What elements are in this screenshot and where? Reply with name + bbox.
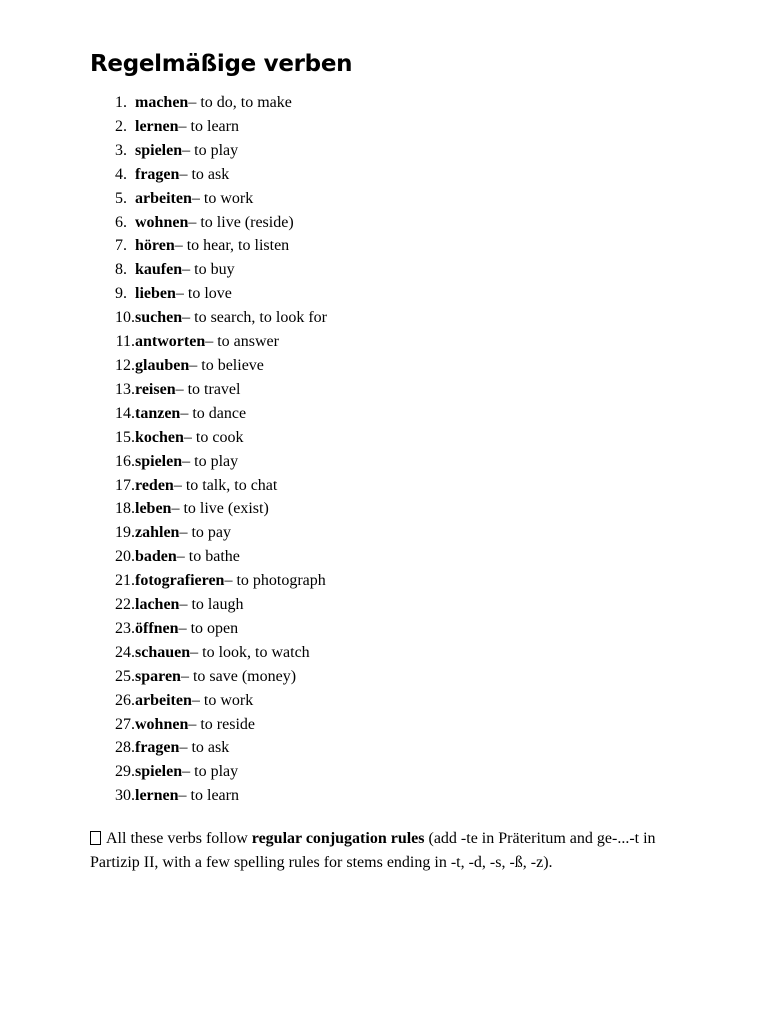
verb-number: 7. <box>115 237 127 255</box>
number-gap <box>127 211 135 235</box>
verb-word: fragen <box>135 165 180 183</box>
verb-word: spielen <box>135 763 183 781</box>
verb-number: 8. <box>115 261 127 279</box>
verb-list-item <box>90 115 327 139</box>
verb-word: antworten <box>135 333 206 351</box>
verb-meaning: – to ask <box>179 739 230 757</box>
verb-word: wohnen <box>135 715 189 733</box>
verb-meaning: – to work <box>191 189 254 207</box>
number-gap <box>127 91 135 115</box>
verb-list <box>90 91 327 808</box>
verb-number: 26. <box>115 691 135 709</box>
verb-list-item <box>90 474 327 498</box>
verb-list-item <box>90 497 327 521</box>
verb-meaning: – to pay <box>179 524 231 542</box>
verb-meaning: – to play <box>182 141 239 159</box>
verb-list-item <box>90 258 327 282</box>
verb-meaning: – to bathe <box>176 548 240 566</box>
verb-number: 25. <box>115 667 135 685</box>
verb-number: 15. <box>115 428 135 446</box>
verb-number: 19. <box>115 524 135 542</box>
number-gap <box>127 139 135 163</box>
verb-meaning: – to laugh <box>179 596 244 614</box>
verb-number: 6. <box>115 213 127 231</box>
note-lead-text: All these verbs follow <box>106 830 252 847</box>
verb-meaning: – to reside <box>188 715 256 733</box>
verb-list-item <box>90 282 327 306</box>
verb-meaning: – to save (money) <box>180 667 297 685</box>
verb-list-item <box>90 617 327 641</box>
number-gap <box>127 115 135 139</box>
verb-word: hören <box>135 237 175 255</box>
verb-word: reisen <box>135 380 176 398</box>
verb-meaning: – to search, to look for <box>182 309 327 327</box>
verb-word: baden <box>135 548 177 566</box>
verb-word: lachen <box>135 596 180 614</box>
verb-list-item <box>90 354 327 378</box>
verb-meaning: – to do, to make <box>188 94 292 111</box>
verb-meaning: – to talk, to chat <box>173 476 278 494</box>
verb-meaning: – to hear, to listen <box>174 237 290 255</box>
verb-number: 28. <box>115 739 135 757</box>
verb-number: 22. <box>115 596 135 614</box>
verb-meaning: – to learn <box>178 117 239 135</box>
verb-list-item <box>90 713 327 737</box>
verb-word: öffnen <box>135 619 179 637</box>
verb-word: suchen <box>135 309 183 327</box>
verb-list-item <box>90 234 327 258</box>
verb-word: spielen <box>135 141 183 159</box>
verb-meaning: – to ask <box>179 165 230 183</box>
verb-list-item <box>90 689 327 713</box>
verb-meaning: – to buy <box>182 261 235 279</box>
verb-word: glauben <box>135 356 190 374</box>
verb-word: lernen <box>135 787 179 805</box>
verb-list-item <box>90 402 327 426</box>
verb-word: wohnen <box>135 213 189 231</box>
verb-word: fotografieren <box>135 572 225 590</box>
verb-meaning: – to learn <box>178 787 239 805</box>
verb-word: spielen <box>135 452 183 470</box>
number-gap <box>127 187 135 211</box>
verb-word: kochen <box>135 428 184 446</box>
verb-number: 12. <box>115 356 135 374</box>
verb-word: tanzen <box>135 404 181 422</box>
verb-list-item <box>90 545 327 569</box>
verb-word: arbeiten <box>135 189 192 207</box>
verb-list-item <box>90 736 327 760</box>
verb-number: 1. <box>115 94 127 111</box>
verb-meaning: – to photograph <box>224 572 326 590</box>
verb-list-item <box>90 450 327 474</box>
verb-number: 27. <box>115 715 135 733</box>
verb-list-item <box>90 139 327 163</box>
verb-word: machen <box>135 94 189 111</box>
number-gap <box>127 282 135 306</box>
verb-meaning: – to work <box>191 691 254 709</box>
verb-number: 13. <box>115 380 135 398</box>
verb-number: 20. <box>115 548 135 566</box>
verb-number: 3. <box>115 141 127 159</box>
verb-list-item <box>90 521 327 545</box>
verb-word: reden <box>135 476 174 494</box>
page-title: Regelmäßige verben <box>90 51 353 77</box>
verb-list-item <box>90 91 327 115</box>
verb-list-item <box>90 569 327 593</box>
verb-number: 14. <box>115 404 135 422</box>
note-bold-text: regular conjugation rules <box>251 830 425 847</box>
missing-glyph-icon <box>90 831 101 845</box>
verb-meaning: – to love <box>175 285 232 303</box>
verb-meaning: – to play <box>182 452 239 470</box>
conjugation-note <box>90 827 690 875</box>
verb-word: arbeiten <box>135 691 192 709</box>
verb-meaning: – to look, to watch <box>190 643 310 661</box>
verb-number: 24. <box>115 643 135 661</box>
verb-list-item <box>90 378 327 402</box>
verb-list-item <box>90 426 327 450</box>
verb-list-item <box>90 593 327 617</box>
verb-number: 10. <box>115 309 135 327</box>
verb-list-item <box>90 306 327 330</box>
verb-number: 23. <box>115 619 135 637</box>
verb-list-item <box>90 163 327 187</box>
number-gap <box>127 234 135 258</box>
verb-number: 11. <box>115 333 135 351</box>
verb-number: 2. <box>115 117 127 135</box>
verb-meaning: – to play <box>182 763 239 781</box>
verb-meaning: – to cook <box>183 428 244 446</box>
verb-list-item <box>90 760 327 784</box>
verb-meaning: – to dance <box>180 404 247 422</box>
verb-list-item <box>90 187 327 211</box>
number-gap <box>127 258 135 282</box>
verb-number: 18. <box>115 500 135 518</box>
number-gap <box>127 163 135 187</box>
verb-meaning: – to live (reside) <box>188 213 294 231</box>
verb-number: 4. <box>115 165 127 183</box>
verb-number: 17. <box>115 476 135 494</box>
verb-word: schauen <box>135 643 191 661</box>
verb-word: sparen <box>135 667 181 685</box>
verb-word: lieben <box>135 285 176 303</box>
verb-number: 30. <box>115 787 135 805</box>
verb-number: 21. <box>115 572 135 590</box>
verb-meaning: – to open <box>178 619 239 637</box>
verb-meaning: – to answer <box>205 333 279 351</box>
verb-number: 16. <box>115 452 135 470</box>
verb-word: zahlen <box>135 524 180 542</box>
note-rest-text: (add -te in Präteritum and ge-...-t in Partizip II, with a few spelling rules for stems ending in -t, -d, -s, -ß, -z). <box>90 830 656 871</box>
verb-word: kaufen <box>135 261 183 279</box>
verb-number: 29. <box>115 763 135 781</box>
verb-number: 5. <box>115 189 127 207</box>
verb-meaning: – to live (exist) <box>171 500 269 518</box>
verb-list-item <box>90 784 327 808</box>
verb-list-item <box>90 641 327 665</box>
verb-word: lernen <box>135 117 179 135</box>
verb-word: fragen <box>135 739 180 757</box>
verb-word: leben <box>135 500 172 518</box>
verb-list-item <box>90 330 327 354</box>
verb-meaning: – to travel <box>175 380 241 398</box>
verb-number: 9. <box>115 285 127 303</box>
verb-list-item <box>90 665 327 689</box>
verb-list-item <box>90 211 327 235</box>
verb-meaning: – to believe <box>189 356 264 374</box>
